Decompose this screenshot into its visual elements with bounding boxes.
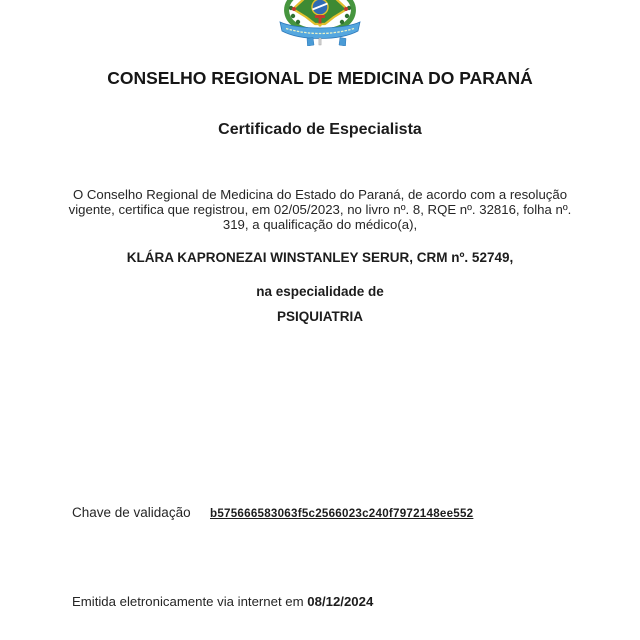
physician-name-line: KLÁRA KAPRONEZAI WINSTANLEY SERUR, CRM nº. 52749, xyxy=(126,250,514,265)
validation-key-label: Chave de validação xyxy=(72,505,191,520)
issue-line xyxy=(72,594,373,610)
certificate-body-paragraph: O Conselho Regional de Medicina do Estado do Paraná, de acordo com a resolução vigente, certifica que registrou, em 02/05/2023, no livro nº. 8, RQE nº. 32816, folha nº. 319, a qualificação do médico(a), xyxy=(68,187,572,233)
issue-prefix-text: Emitida eletronicamente via internet em xyxy=(72,594,304,609)
specialty-intro: na especialidade de xyxy=(256,284,384,299)
issue-date: 08/12/2024 xyxy=(307,594,374,609)
specialty-name: PSIQUIATRIA xyxy=(276,309,363,324)
certificate-title: Certificado de Especialista xyxy=(218,121,422,138)
organization-title: CONSELHO REGIONAL DE MEDICINA DO PARANÁ xyxy=(107,68,533,88)
validation-key-value: b575666583063f5c2566023c240f7972148ee552 xyxy=(210,507,474,520)
brazil-coat-of-arms-icon xyxy=(277,0,363,46)
validation-row xyxy=(72,505,473,522)
